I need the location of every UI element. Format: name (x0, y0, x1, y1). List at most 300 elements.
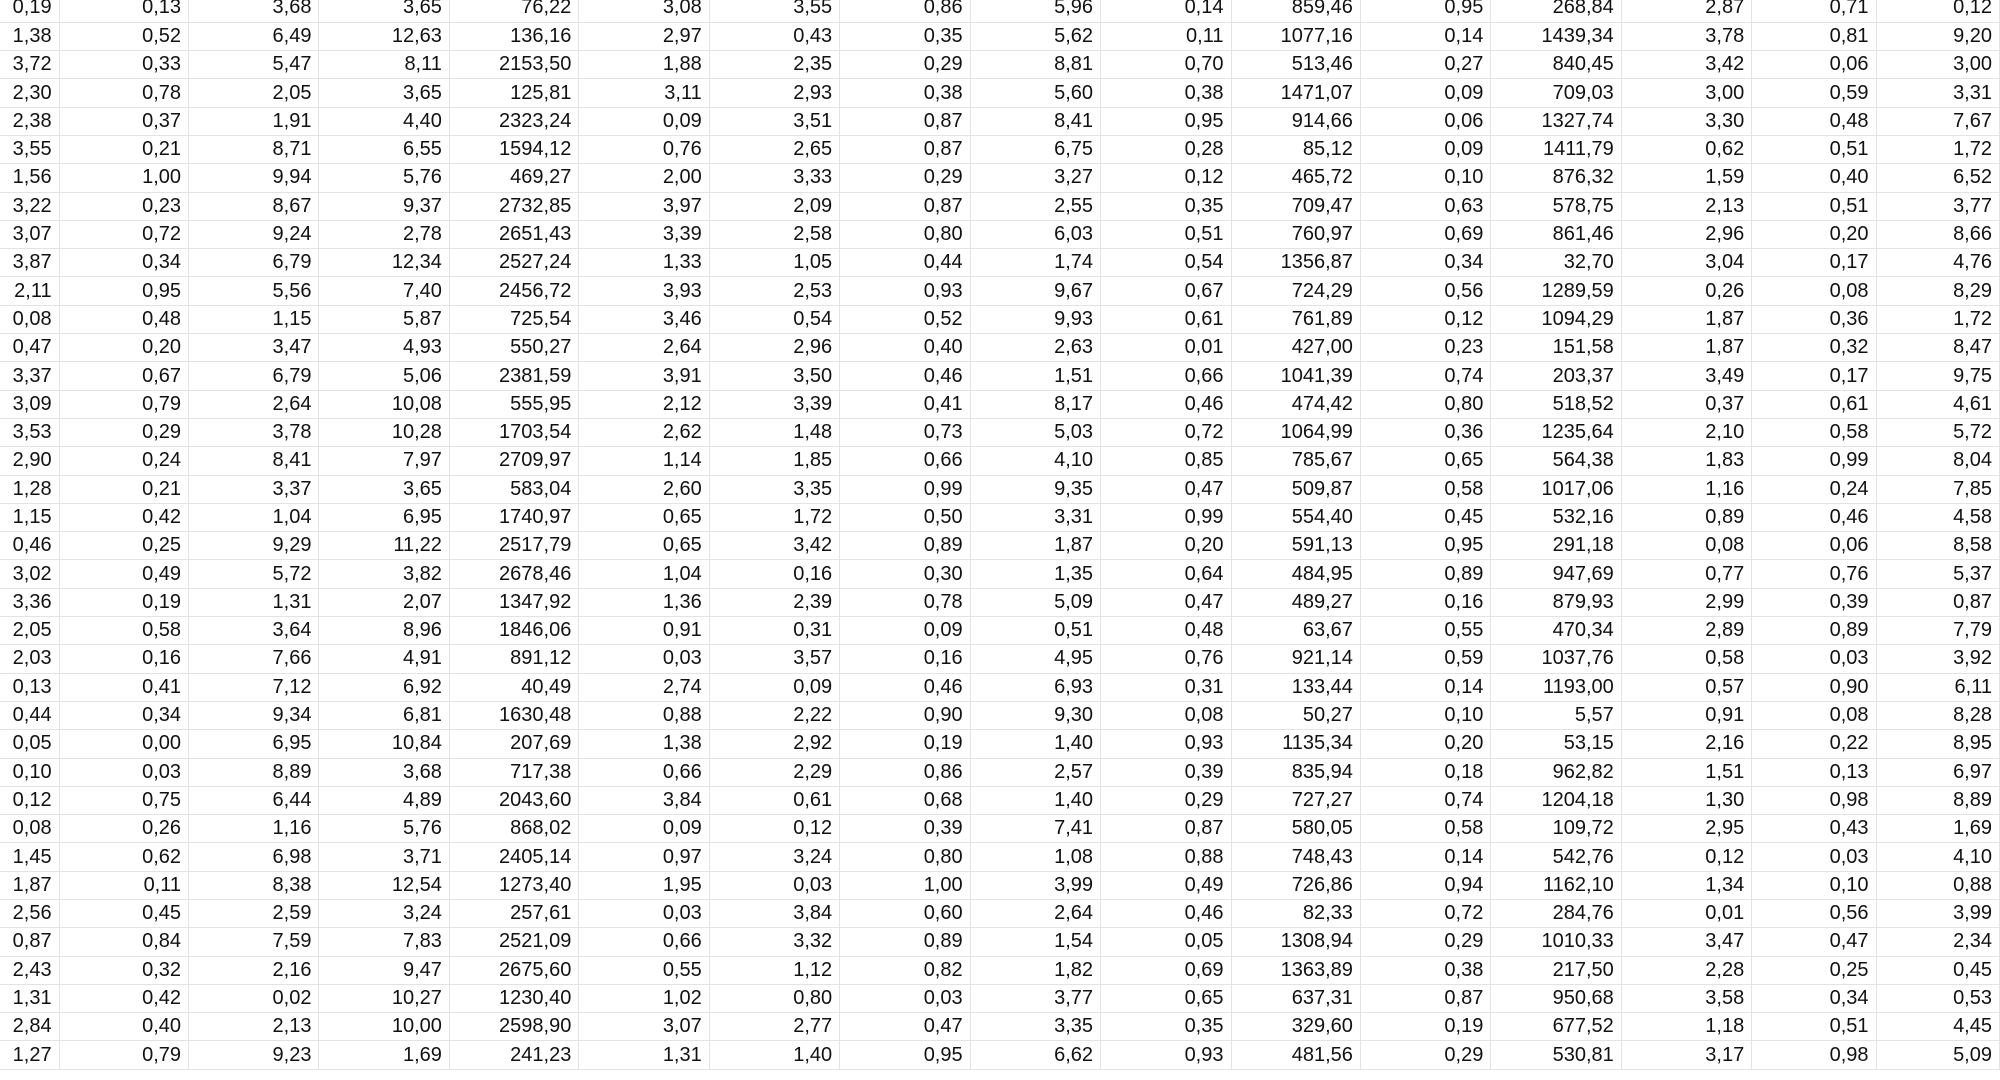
table-cell[interactable]: 861,46 (1491, 220, 1621, 248)
table-cell[interactable]: 10,28 (319, 418, 449, 446)
table-cell[interactable]: 2,38 (0, 107, 59, 135)
table-cell[interactable]: 0,20 (59, 334, 188, 362)
table-cell[interactable]: 1017,06 (1491, 475, 1621, 503)
table-cell[interactable]: 0,19 (0, 0, 59, 22)
table-cell[interactable]: 1230,40 (449, 984, 578, 1012)
table-cell[interactable]: 0,42 (59, 503, 188, 531)
table-cell[interactable]: 0,24 (59, 447, 188, 475)
table-cell[interactable]: 3,51 (709, 107, 839, 135)
table-cell[interactable]: 509,87 (1231, 475, 1360, 503)
table-cell[interactable]: 151,58 (1491, 334, 1621, 362)
table-cell[interactable]: 268,84 (1491, 0, 1621, 22)
table-cell[interactable]: 6,93 (970, 673, 1100, 701)
table-cell[interactable]: 0,03 (579, 645, 709, 673)
table-cell[interactable]: 0,58 (1360, 815, 1490, 843)
table-cell[interactable]: 0,08 (0, 815, 59, 843)
table-cell[interactable]: 1037,76 (1491, 645, 1621, 673)
table-cell[interactable]: 0,98 (1752, 1041, 1876, 1069)
table-cell[interactable]: 580,05 (1231, 815, 1360, 843)
table-cell[interactable]: 0,25 (1752, 956, 1876, 984)
table-cell[interactable]: 879,93 (1491, 588, 1621, 616)
table-cell[interactable]: 0,03 (1752, 645, 1876, 673)
table-cell[interactable]: 0,94 (1360, 871, 1490, 899)
table-cell[interactable]: 2,09 (709, 192, 839, 220)
table-cell[interactable]: 3,47 (1621, 928, 1751, 956)
table-cell[interactable]: 5,47 (189, 51, 319, 79)
table-cell[interactable]: 0,47 (0, 334, 59, 362)
table-cell[interactable]: 0,66 (1101, 362, 1231, 390)
table-cell[interactable]: 0,29 (59, 418, 188, 446)
table-cell[interactable]: 2,22 (709, 701, 839, 729)
table-cell[interactable]: 0,65 (1101, 984, 1231, 1012)
table-cell[interactable]: 3,55 (709, 0, 839, 22)
table-cell[interactable]: 717,38 (449, 758, 578, 786)
table-cell[interactable]: 8,95 (1876, 730, 1999, 758)
table-cell[interactable]: 3,27 (970, 164, 1100, 192)
table-cell[interactable]: 3,68 (319, 758, 449, 786)
table-cell[interactable]: 3,31 (1876, 79, 1999, 107)
table-cell[interactable]: 5,56 (189, 277, 319, 305)
table-cell[interactable]: 9,24 (189, 220, 319, 248)
table-cell[interactable]: 3,24 (709, 843, 839, 871)
table-cell[interactable]: 0,55 (1360, 617, 1490, 645)
table-cell[interactable]: 7,79 (1876, 617, 1999, 645)
table-cell[interactable]: 0,50 (840, 503, 970, 531)
table-cell[interactable]: 0,02 (189, 984, 319, 1012)
table-cell[interactable]: 4,45 (1876, 1013, 1999, 1041)
table-cell[interactable]: 9,47 (319, 956, 449, 984)
table-cell[interactable]: 2,63 (970, 334, 1100, 362)
table-cell[interactable]: 5,72 (189, 560, 319, 588)
table-cell[interactable]: 1411,79 (1491, 135, 1621, 163)
table-cell[interactable]: 0,29 (840, 51, 970, 79)
table-cell[interactable]: 0,87 (840, 107, 970, 135)
table-cell[interactable]: 0,72 (59, 220, 188, 248)
table-cell[interactable]: 3,49 (1621, 362, 1751, 390)
table-cell[interactable]: 6,11 (1876, 673, 1999, 701)
table-cell[interactable]: 0,43 (709, 22, 839, 50)
table-cell[interactable]: 3,09 (0, 390, 59, 418)
table-cell[interactable]: 0,61 (1752, 390, 1876, 418)
table-cell[interactable]: 3,32 (709, 928, 839, 956)
table-cell[interactable]: 9,94 (189, 164, 319, 192)
table-cell[interactable]: 2,77 (709, 1013, 839, 1041)
table-cell[interactable]: 0,58 (1752, 418, 1876, 446)
table-cell[interactable]: 5,62 (970, 22, 1100, 50)
table-cell[interactable]: 125,81 (449, 79, 578, 107)
table-cell[interactable]: 0,09 (1360, 135, 1490, 163)
table-cell[interactable]: 2,58 (709, 220, 839, 248)
table-cell[interactable]: 1356,87 (1231, 249, 1360, 277)
table-cell[interactable]: 0,10 (0, 758, 59, 786)
table-cell[interactable]: 2,13 (1621, 192, 1751, 220)
table-cell[interactable]: 1327,74 (1491, 107, 1621, 135)
table-cell[interactable]: 0,26 (59, 815, 188, 843)
table-cell[interactable]: 0,95 (59, 277, 188, 305)
table-cell[interactable]: 0,85 (1101, 447, 1231, 475)
table-cell[interactable]: 8,04 (1876, 447, 1999, 475)
table-cell[interactable]: 2,05 (0, 617, 59, 645)
table-cell[interactable]: 0,40 (840, 334, 970, 362)
table-cell[interactable]: 0,90 (840, 701, 970, 729)
table-cell[interactable]: 0,69 (1101, 956, 1231, 984)
table-cell[interactable]: 1,12 (709, 956, 839, 984)
table-cell[interactable]: 10,27 (319, 984, 449, 1012)
table-cell[interactable]: 8,58 (1876, 532, 1999, 560)
table-cell[interactable]: 0,26 (1621, 277, 1751, 305)
table-cell[interactable]: 2456,72 (449, 277, 578, 305)
table-cell[interactable]: 0,28 (1101, 135, 1231, 163)
table-cell[interactable]: 761,89 (1231, 305, 1360, 333)
table-cell[interactable]: 2,11 (0, 277, 59, 305)
table-cell[interactable]: 0,99 (1752, 447, 1876, 475)
table-cell[interactable]: 10,84 (319, 730, 449, 758)
table-cell[interactable]: 0,25 (59, 532, 188, 560)
table-cell[interactable]: 0,98 (1752, 786, 1876, 814)
table-cell[interactable]: 0,48 (59, 305, 188, 333)
table-cell[interactable]: 1,04 (579, 560, 709, 588)
table-cell[interactable]: 2,16 (1621, 730, 1751, 758)
table-cell[interactable]: 1630,48 (449, 701, 578, 729)
table-cell[interactable]: 4,40 (319, 107, 449, 135)
table-cell[interactable]: 8,41 (189, 447, 319, 475)
table-cell[interactable]: 7,67 (1876, 107, 1999, 135)
table-cell[interactable]: 489,27 (1231, 588, 1360, 616)
table-cell[interactable]: 1,87 (970, 532, 1100, 560)
table-cell[interactable]: 0,17 (1752, 362, 1876, 390)
table-cell[interactable]: 9,75 (1876, 362, 1999, 390)
table-cell[interactable]: 1,14 (579, 447, 709, 475)
table-cell[interactable]: 2,64 (579, 334, 709, 362)
table-cell[interactable]: 859,46 (1231, 0, 1360, 22)
table-cell[interactable]: 291,18 (1491, 532, 1621, 560)
table-cell[interactable]: 7,85 (1876, 475, 1999, 503)
table-cell[interactable]: 3,65 (319, 475, 449, 503)
table-cell[interactable]: 0,69 (1360, 220, 1490, 248)
table-cell[interactable]: 0,29 (1101, 786, 1231, 814)
table-cell[interactable]: 10,00 (319, 1013, 449, 1041)
table-cell[interactable]: 136,16 (449, 22, 578, 50)
table-cell[interactable]: 3,02 (0, 560, 59, 588)
table-cell[interactable]: 0,29 (1360, 1041, 1490, 1069)
table-cell[interactable]: 2,60 (579, 475, 709, 503)
table-cell[interactable]: 4,95 (970, 645, 1100, 673)
table-cell[interactable]: 637,31 (1231, 984, 1360, 1012)
table-cell[interactable]: 0,16 (840, 645, 970, 673)
table-cell[interactable]: 2,29 (709, 758, 839, 786)
table-cell[interactable]: 2,28 (1621, 956, 1751, 984)
table-cell[interactable]: 3,99 (970, 871, 1100, 899)
table-cell[interactable]: 4,93 (319, 334, 449, 362)
table-cell[interactable]: 0,37 (1621, 390, 1751, 418)
table-cell[interactable]: 1,51 (970, 362, 1100, 390)
table-cell[interactable]: 0,35 (840, 22, 970, 50)
table-cell[interactable]: 564,38 (1491, 447, 1621, 475)
table-cell[interactable]: 2,89 (1621, 617, 1751, 645)
table-cell[interactable]: 0,89 (840, 928, 970, 956)
table-cell[interactable]: 2,78 (319, 220, 449, 248)
table-cell[interactable]: 1,35 (970, 560, 1100, 588)
table-cell[interactable]: 1,40 (970, 786, 1100, 814)
table-cell[interactable]: 0,31 (1101, 673, 1231, 701)
table-cell[interactable]: 0,31 (709, 617, 839, 645)
table-cell[interactable]: 3,04 (1621, 249, 1751, 277)
table-cell[interactable]: 2,07 (319, 588, 449, 616)
table-cell[interactable]: 5,06 (319, 362, 449, 390)
table-cell[interactable]: 709,03 (1491, 79, 1621, 107)
table-cell[interactable]: 0,37 (59, 107, 188, 135)
table-cell[interactable]: 10,08 (319, 390, 449, 418)
table-cell[interactable]: 0,19 (1360, 1013, 1490, 1041)
table-cell[interactable]: 0,33 (59, 51, 188, 79)
table-cell[interactable]: 725,54 (449, 305, 578, 333)
table-cell[interactable]: 0,03 (840, 984, 970, 1012)
table-cell[interactable]: 2598,90 (449, 1013, 578, 1041)
table-cell[interactable]: 0,88 (1101, 843, 1231, 871)
table-cell[interactable]: 0,40 (59, 1013, 188, 1041)
table-cell[interactable]: 3,35 (709, 475, 839, 503)
table-cell[interactable]: 0,80 (1360, 390, 1490, 418)
table-cell[interactable]: 0,67 (1101, 277, 1231, 305)
table-cell[interactable]: 3,78 (189, 418, 319, 446)
table-cell[interactable]: 1,33 (579, 249, 709, 277)
table-cell[interactable]: 876,32 (1491, 164, 1621, 192)
table-cell[interactable]: 0,81 (1752, 22, 1876, 50)
table-cell[interactable]: 0,12 (1101, 164, 1231, 192)
table-cell[interactable]: 4,76 (1876, 249, 1999, 277)
table-cell[interactable]: 3,97 (579, 192, 709, 220)
table-cell[interactable]: 5,09 (970, 588, 1100, 616)
table-cell[interactable]: 0,47 (1101, 475, 1231, 503)
table-cell[interactable]: 518,52 (1491, 390, 1621, 418)
table-cell[interactable]: 0,46 (840, 362, 970, 390)
table-cell[interactable]: 133,44 (1231, 673, 1360, 701)
table-cell[interactable]: 0,32 (1752, 334, 1876, 362)
table-cell[interactable]: 2,84 (0, 1013, 59, 1041)
table-cell[interactable]: 8,66 (1876, 220, 1999, 248)
table-cell[interactable]: 709,47 (1231, 192, 1360, 220)
table-cell[interactable]: 0,12 (1360, 305, 1490, 333)
table-cell[interactable]: 2527,24 (449, 249, 578, 277)
table-cell[interactable]: 0,14 (1360, 22, 1490, 50)
table-cell[interactable]: 4,10 (970, 447, 1100, 475)
table-cell[interactable]: 0,08 (1621, 532, 1751, 560)
table-cell[interactable]: 0,89 (840, 532, 970, 560)
table-cell[interactable]: 9,23 (189, 1041, 319, 1069)
table-cell[interactable]: 2,12 (579, 390, 709, 418)
table-cell[interactable]: 3,33 (709, 164, 839, 192)
table-cell[interactable]: 0,42 (59, 984, 188, 1012)
table-cell[interactable]: 0,36 (1360, 418, 1490, 446)
table-cell[interactable]: 578,75 (1491, 192, 1621, 220)
table-cell[interactable]: 6,03 (970, 220, 1100, 248)
table-cell[interactable]: 1,36 (579, 588, 709, 616)
table-cell[interactable]: 0,91 (1621, 701, 1751, 729)
table-cell[interactable]: 8,28 (1876, 701, 1999, 729)
table-cell[interactable]: 3,87 (0, 249, 59, 277)
table-cell[interactable]: 0,21 (59, 475, 188, 503)
table-cell[interactable]: 3,46 (579, 305, 709, 333)
table-cell[interactable]: 0,72 (1101, 418, 1231, 446)
table-cell[interactable]: 0,93 (840, 277, 970, 305)
table-cell[interactable]: 0,13 (1752, 758, 1876, 786)
table-cell[interactable]: 1,27 (0, 1041, 59, 1069)
table-cell[interactable]: 3,71 (319, 843, 449, 871)
table-cell[interactable]: 3,50 (709, 362, 839, 390)
table-cell[interactable]: 1273,40 (449, 871, 578, 899)
table-cell[interactable]: 32,70 (1491, 249, 1621, 277)
table-cell[interactable]: 0,11 (59, 871, 188, 899)
table-cell[interactable]: 3,36 (0, 588, 59, 616)
table-cell[interactable]: 1,83 (1621, 447, 1751, 475)
table-cell[interactable]: 0,44 (0, 701, 59, 729)
table-cell[interactable]: 0,05 (1101, 928, 1231, 956)
table-cell[interactable]: 0,03 (59, 758, 188, 786)
table-cell[interactable]: 840,45 (1491, 51, 1621, 79)
table-cell[interactable]: 2,64 (970, 900, 1100, 928)
table-cell[interactable]: 0,48 (1752, 107, 1876, 135)
table-cell[interactable]: 5,76 (319, 164, 449, 192)
table-cell[interactable]: 1,87 (0, 871, 59, 899)
table-cell[interactable]: 4,91 (319, 645, 449, 673)
table-cell[interactable]: 0,79 (59, 390, 188, 418)
table-cell[interactable]: 0,03 (1752, 843, 1876, 871)
table-cell[interactable]: 3,65 (319, 79, 449, 107)
table-cell[interactable]: 0,10 (1360, 701, 1490, 729)
table-cell[interactable]: 2,87 (1621, 0, 1751, 22)
table-cell[interactable]: 2,10 (1621, 418, 1751, 446)
table-cell[interactable]: 0,46 (1101, 390, 1231, 418)
table-cell[interactable]: 50,27 (1231, 701, 1360, 729)
table-cell[interactable]: 0,23 (59, 192, 188, 220)
table-cell[interactable]: 8,81 (970, 51, 1100, 79)
table-cell[interactable]: 3,93 (579, 277, 709, 305)
table-cell[interactable]: 2,03 (0, 645, 59, 673)
table-cell[interactable]: 8,71 (189, 135, 319, 163)
table-cell[interactable]: 3,77 (1876, 192, 1999, 220)
table-cell[interactable]: 0,41 (59, 673, 188, 701)
table-cell[interactable]: 0,57 (1621, 673, 1751, 701)
table-cell[interactable]: 0,74 (1360, 362, 1490, 390)
table-cell[interactable]: 1,51 (1621, 758, 1751, 786)
table-cell[interactable]: 0,99 (840, 475, 970, 503)
table-cell[interactable]: 3,39 (709, 390, 839, 418)
table-cell[interactable]: 0,73 (840, 418, 970, 446)
table-cell[interactable]: 2,90 (0, 447, 59, 475)
table-cell[interactable]: 0,89 (1621, 503, 1751, 531)
table-cell[interactable]: 2,56 (0, 900, 59, 928)
table-cell[interactable]: 0,86 (840, 0, 970, 22)
table-cell[interactable]: 1,85 (709, 447, 839, 475)
table-cell[interactable]: 0,21 (59, 135, 188, 163)
table-cell[interactable]: 0,34 (1360, 249, 1490, 277)
table-cell[interactable]: 0,82 (840, 956, 970, 984)
table-cell[interactable]: 481,56 (1231, 1041, 1360, 1069)
table-cell[interactable]: 5,03 (970, 418, 1100, 446)
table-cell[interactable]: 9,93 (970, 305, 1100, 333)
table-cell[interactable]: 5,09 (1876, 1041, 1999, 1069)
table-cell[interactable]: 484,95 (1231, 560, 1360, 588)
table-cell[interactable]: 727,27 (1231, 786, 1360, 814)
table-cell[interactable]: 0,99 (1101, 503, 1231, 531)
table-cell[interactable]: 0,40 (1752, 164, 1876, 192)
table-cell[interactable]: 2,59 (189, 900, 319, 928)
table-cell[interactable]: 329,60 (1231, 1013, 1360, 1041)
table-cell[interactable]: 0,32 (59, 956, 188, 984)
table-cell[interactable]: 0,95 (1360, 532, 1490, 560)
table-cell[interactable]: 2,30 (0, 79, 59, 107)
table-cell[interactable]: 1,31 (579, 1041, 709, 1069)
table-cell[interactable]: 3,58 (1621, 984, 1751, 1012)
table-cell[interactable]: 2,55 (970, 192, 1100, 220)
table-cell[interactable]: 63,67 (1231, 617, 1360, 645)
table-cell[interactable]: 5,60 (970, 79, 1100, 107)
table-cell[interactable]: 0,46 (1752, 503, 1876, 531)
table-cell[interactable]: 1471,07 (1231, 79, 1360, 107)
table-cell[interactable]: 0,47 (1752, 928, 1876, 956)
table-cell[interactable]: 0,08 (1101, 701, 1231, 729)
table-cell[interactable]: 9,20 (1876, 22, 1999, 50)
table-cell[interactable]: 1,04 (189, 503, 319, 531)
table-cell[interactable]: 2521,09 (449, 928, 578, 956)
table-cell[interactable]: 2,65 (709, 135, 839, 163)
table-cell[interactable]: 1,00 (59, 164, 188, 192)
table-cell[interactable]: 0,78 (59, 79, 188, 107)
table-cell[interactable]: 2,97 (579, 22, 709, 50)
table-cell[interactable]: 0,06 (1752, 532, 1876, 560)
table-cell[interactable]: 7,66 (189, 645, 319, 673)
table-cell[interactable]: 0,86 (840, 758, 970, 786)
table-cell[interactable]: 0,39 (840, 815, 970, 843)
table-cell[interactable]: 0,72 (1360, 900, 1490, 928)
table-cell[interactable]: 2,43 (0, 956, 59, 984)
table-cell[interactable]: 0,68 (840, 786, 970, 814)
table-cell[interactable]: 1,87 (1621, 305, 1751, 333)
table-cell[interactable]: 9,35 (970, 475, 1100, 503)
table-cell[interactable]: 0,65 (1360, 447, 1490, 475)
table-cell[interactable]: 0,80 (840, 220, 970, 248)
table-cell[interactable]: 591,13 (1231, 532, 1360, 560)
table-cell[interactable]: 0,62 (59, 843, 188, 871)
table-cell[interactable]: 8,47 (1876, 334, 1999, 362)
table-cell[interactable]: 0,65 (579, 503, 709, 531)
table-cell[interactable]: 3,84 (709, 900, 839, 928)
table-cell[interactable]: 3,08 (579, 0, 709, 22)
table-cell[interactable]: 8,89 (1876, 786, 1999, 814)
table-cell[interactable]: 0,19 (840, 730, 970, 758)
table-cell[interactable]: 4,58 (1876, 503, 1999, 531)
table-cell[interactable]: 474,42 (1231, 390, 1360, 418)
table-cell[interactable]: 6,49 (189, 22, 319, 50)
table-cell[interactable]: 2,05 (189, 79, 319, 107)
table-cell[interactable]: 2,35 (709, 51, 839, 79)
table-cell[interactable]: 6,44 (189, 786, 319, 814)
table-cell[interactable]: 0,22 (1752, 730, 1876, 758)
table-cell[interactable]: 6,97 (1876, 758, 1999, 786)
table-cell[interactable]: 1204,18 (1491, 786, 1621, 814)
table-cell[interactable]: 1,38 (0, 22, 59, 50)
table-cell[interactable]: 0,51 (1101, 220, 1231, 248)
table-cell[interactable]: 0,78 (840, 588, 970, 616)
table-cell[interactable]: 1010,33 (1491, 928, 1621, 956)
table-cell[interactable]: 76,22 (449, 0, 578, 22)
table-cell[interactable]: 3,78 (1621, 22, 1751, 50)
table-cell[interactable]: 1308,94 (1231, 928, 1360, 956)
table-cell[interactable]: 0,35 (1101, 1013, 1231, 1041)
table-cell[interactable]: 0,54 (1101, 249, 1231, 277)
table-cell[interactable]: 0,18 (1360, 758, 1490, 786)
table-cell[interactable]: 542,76 (1491, 843, 1621, 871)
